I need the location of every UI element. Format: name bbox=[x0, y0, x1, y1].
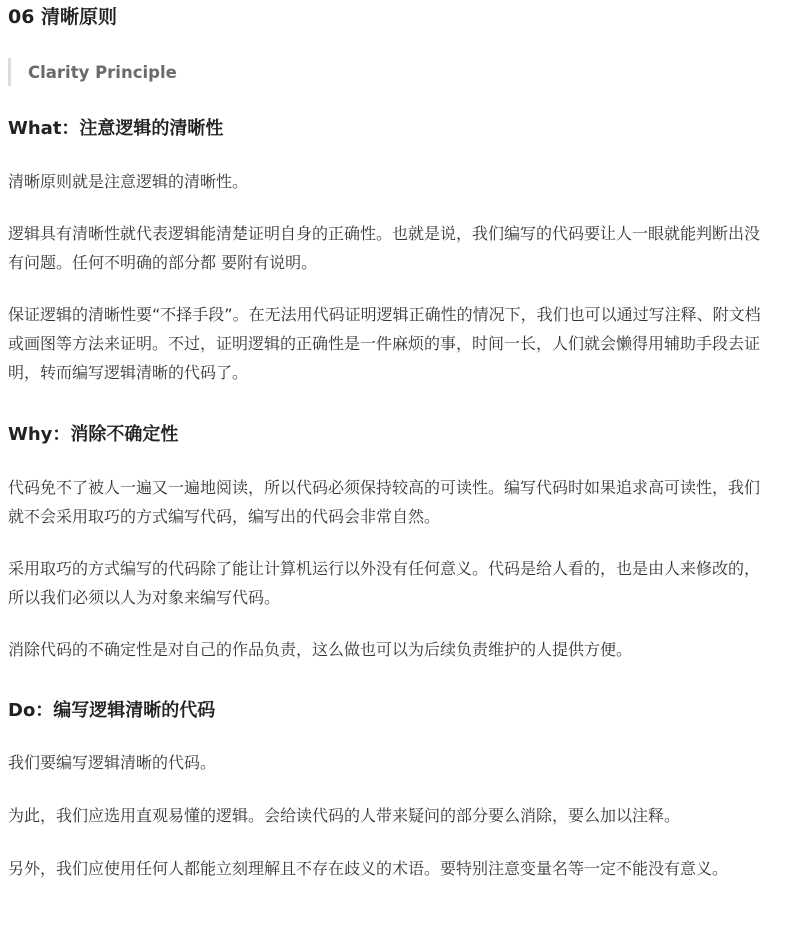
subtitle-text: Clarity Principle bbox=[28, 62, 177, 82]
paragraph: 另外，我们应使用任何人都能立刻理解且不存在歧义的术语。要特别注意变量名等一定不能没有意义。 bbox=[8, 859, 729, 878]
paragraph: 逻辑具有清晰性就代表逻辑能清楚证明自身的正确性。也就是说，我们编写的代码要让人一眼就能判断出没有问题。任何不明确的部分都 要附有说明。 bbox=[8, 224, 761, 272]
page-title: 06 清晰原则 bbox=[8, 6, 118, 28]
paragraph: 采用取巧的方式编写的代码除了能让计算机运行以外没有任何意义。代码是给人看的，也是由人来修改的，所以我们必须以人为对象来编写代码。 bbox=[8, 559, 761, 607]
paragraph: 消除代码的不确定性是对自己的作品负责，这么做也可以为后续负责维护的人提供方便。 bbox=[8, 640, 633, 659]
paragraph: 为此，我们应选用直观易懂的逻辑。会给读代码的人带来疑问的部分要么消除，要么加以注释。 bbox=[8, 806, 681, 825]
section-heading-what: What：注意逻辑的清晰性 bbox=[8, 118, 224, 139]
paragraph: 代码免不了被人一遍又一遍地阅读，所以代码必须保持较高的可读性。编写代码时如果追求高可读性，我们就不会采用取巧的方式编写代码，编写出的代码会非常自然。 bbox=[8, 478, 761, 526]
section-heading-why: Why：消除不确定性 bbox=[8, 424, 179, 445]
section-heading-do: Do：编写逻辑清晰的代码 bbox=[8, 700, 216, 721]
paragraph: 我们要编写逻辑清晰的代码。 bbox=[8, 753, 217, 772]
paragraph: 保证逻辑的清晰性要“不择手段”。在无法用代码证明逻辑正确性的情况下，我们也可以通过写注释、附文档或画图等方法来证明。不过，证明逻辑的正确性是一件麻烦的事，时间一长，人们就会懒得用辅助手段去证明，转而编写逻辑清晰的代码了。 bbox=[8, 305, 761, 382]
subtitle-blockquote bbox=[8, 58, 772, 86]
paragraph: 清晰原则就是注意逻辑的清晰性。 bbox=[8, 172, 249, 191]
